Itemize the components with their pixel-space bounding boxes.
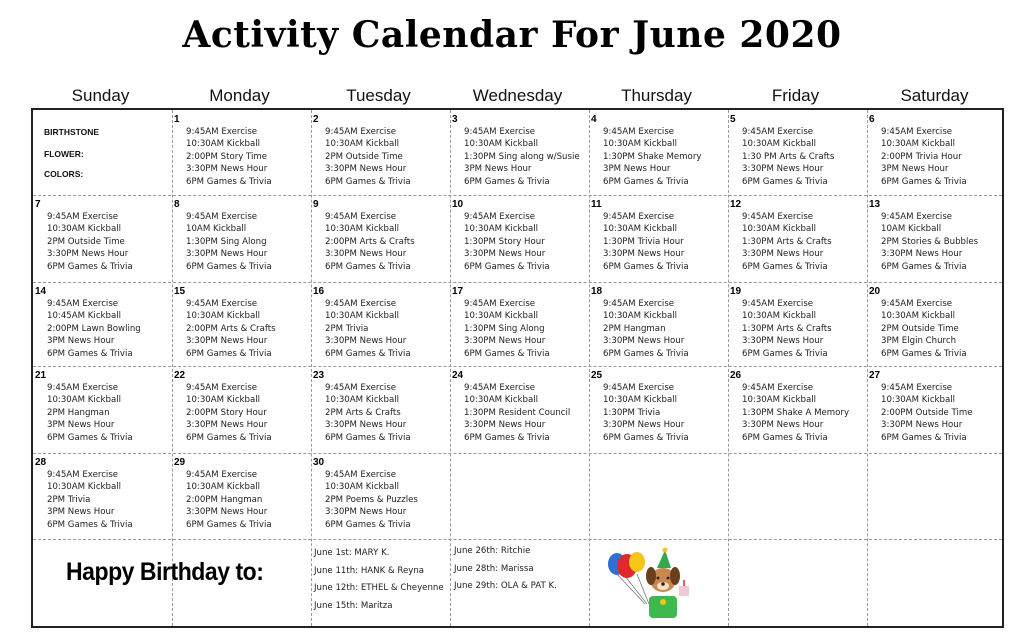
- day-cell: [450, 366, 589, 452]
- activity-item: 6PM Games & Trivia: [186, 261, 272, 272]
- activity-item: 3:30PM News Hour: [742, 336, 824, 347]
- activity-item: 6PM Games & Trivia: [325, 519, 411, 530]
- activity-list: [325, 211, 415, 273]
- activity-item: 9:45AM Exercise: [881, 212, 953, 222]
- activity-item: 3PM News Hour: [603, 164, 671, 175]
- day-number: 19: [730, 286, 742, 297]
- activity-list: [464, 382, 570, 444]
- activity-list: [325, 298, 411, 360]
- activity-item: 9:45AM Exercise: [325, 383, 397, 393]
- birthday-list-2: [454, 546, 557, 599]
- activity-item: 2PM Poems & Puzzles: [325, 494, 418, 505]
- activity-item: 2:00PM Trivia Hour: [881, 151, 962, 162]
- activity-item: 6PM Games & Trivia: [464, 176, 550, 187]
- activity-list: [742, 382, 849, 444]
- day-cell: [728, 195, 867, 281]
- activity-list: [881, 382, 973, 444]
- birthday-entry: June 29th: OLA & PAT K.: [454, 581, 557, 591]
- activity-item: 6PM Games & Trivia: [881, 261, 967, 272]
- activity-list: [742, 211, 832, 273]
- activity-list: [47, 469, 133, 531]
- birthday-list-1: [314, 548, 444, 618]
- activity-list: [881, 126, 967, 188]
- activity-item: 3PM News Hour: [47, 420, 115, 431]
- flower-label: FLOWER:: [44, 149, 84, 159]
- activity-item: 10:30AM Kickball: [742, 224, 817, 235]
- activity-list: [603, 298, 689, 360]
- activity-item: 3:30PM News Hour: [325, 420, 407, 431]
- activity-list: [464, 211, 550, 273]
- activity-item: 3:30PM News Hour: [603, 249, 685, 260]
- day-number: 26: [730, 370, 742, 381]
- activity-item: 9:45AM Exercise: [325, 212, 397, 222]
- activity-item: 2:00PM Hangman: [186, 494, 263, 505]
- day-number: 30: [313, 457, 325, 468]
- activity-item: 9:45AM Exercise: [186, 383, 258, 393]
- day-number: 12: [730, 199, 742, 210]
- day-number: 10: [452, 199, 464, 210]
- activity-item: 10:30AM Kickball: [464, 224, 539, 235]
- activity-item: 3:30PM News Hour: [325, 336, 407, 347]
- activity-list: [464, 126, 580, 188]
- activity-item: 10:30AM Kickball: [464, 139, 539, 150]
- activity-item: 9:45AM Exercise: [603, 299, 675, 309]
- activity-list: [603, 211, 689, 273]
- day-cell: [33, 195, 172, 281]
- activity-item: 3:30PM News Hour: [325, 164, 407, 175]
- activity-item: 3PM News Hour: [47, 336, 115, 347]
- row-divider: [33, 539, 1002, 540]
- activity-item: 10:30AM Kickball: [186, 311, 261, 322]
- activity-item: 6PM Games & Trivia: [47, 261, 133, 272]
- birthday-entry: June 26th: Ritchie: [454, 546, 531, 556]
- party-dog-balloons-icon: [607, 546, 703, 626]
- activity-item: 3PM News Hour: [47, 507, 115, 518]
- activity-item: 6PM Games & Trivia: [464, 261, 550, 272]
- activity-item: 3:30PM News Hour: [603, 336, 685, 347]
- activity-item: 6PM Games & Trivia: [186, 348, 272, 359]
- activity-item: 2PM Stories & Bubbles: [881, 236, 979, 247]
- activity-item: 10:30AM Kickball: [464, 311, 539, 322]
- day-cell: [589, 110, 728, 196]
- activity-item: 6PM Games & Trivia: [603, 261, 689, 272]
- activity-item: 9:45AM Exercise: [186, 127, 258, 137]
- activity-item: 9:45AM Exercise: [603, 127, 675, 137]
- activity-item: 10:30AM Kickball: [464, 395, 539, 406]
- activity-list: [47, 211, 133, 273]
- calendar-title: Activity Calendar For June 2020: [182, 14, 842, 56]
- activity-item: 10:45AM Kickball: [47, 311, 122, 322]
- activity-item: 10:30AM Kickball: [603, 224, 678, 235]
- activity-item: 1:30PM Resident Council: [464, 407, 571, 418]
- activity-item: 6PM Games & Trivia: [325, 432, 411, 443]
- colors-label: COLORS:: [44, 169, 84, 179]
- activity-item: 6PM Games & Trivia: [325, 261, 411, 272]
- day-cell: [728, 282, 867, 368]
- day-cell: [311, 195, 450, 281]
- activity-item: 6PM Games & Trivia: [325, 176, 411, 187]
- activity-item: 6PM Games & Trivia: [186, 176, 272, 187]
- activity-list: [325, 126, 411, 188]
- day-cell: [867, 366, 1006, 452]
- day-header-wednesday: Wednesday: [472, 86, 563, 105]
- happy-birthday-heading: Happy Birthday to:: [66, 558, 264, 586]
- day-number: 5: [730, 114, 736, 125]
- activity-item: 1:30PM Sing Along: [186, 236, 267, 247]
- activity-item: 6PM Games & Trivia: [464, 432, 550, 443]
- activity-item: 3:30PM News Hour: [186, 420, 268, 431]
- day-header-sunday: Sunday: [71, 86, 130, 105]
- activity-item: 3PM News Hour: [464, 164, 532, 175]
- activity-item: 3:30PM News Hour: [464, 420, 546, 431]
- activity-item: 3:30PM News Hour: [742, 420, 824, 431]
- activity-item: 9:45AM Exercise: [186, 299, 258, 309]
- activity-list: [186, 211, 272, 273]
- activity-item: 3:30PM News Hour: [186, 507, 268, 518]
- birthday-entry: June 15th: Maritza: [314, 600, 393, 611]
- activity-item: 6PM Games & Trivia: [603, 176, 689, 187]
- day-number: 21: [35, 370, 47, 381]
- activity-list: [186, 469, 272, 531]
- activity-item: 2PM Trivia: [325, 323, 369, 334]
- day-cell: [450, 195, 589, 281]
- activity-item: 6PM Games & Trivia: [742, 432, 828, 443]
- activity-item: 1:30PM Arts & Crafts: [742, 323, 832, 334]
- activity-item: 2PM Arts & Crafts: [325, 407, 401, 418]
- birthstone-label: BIRTHSTONE: [44, 127, 100, 137]
- day-cell: [311, 282, 450, 368]
- activity-list: [742, 298, 832, 360]
- day-header-thursday: Thursday: [621, 86, 692, 105]
- day-cell: [450, 110, 589, 196]
- activity-item: 3:30PM News Hour: [742, 249, 824, 260]
- activity-item: 10:30AM Kickball: [47, 482, 122, 493]
- activity-item: 9:45AM Exercise: [742, 212, 814, 222]
- activity-item: 2:00PM Story Hour: [186, 407, 267, 418]
- activity-item: 6PM Games & Trivia: [186, 519, 272, 530]
- activity-item: 9:45AM Exercise: [742, 383, 814, 393]
- day-number: 20: [869, 286, 881, 297]
- day-cell: [172, 453, 311, 539]
- activity-item: 6PM Games & Trivia: [881, 176, 967, 187]
- activity-item: 3:30PM News Hour: [325, 249, 407, 260]
- activity-item: 2:00PM Lawn Bowling: [47, 323, 141, 334]
- day-cell: [589, 195, 728, 281]
- birthday-entry: June 12th: ETHEL & Cheyenne: [314, 583, 444, 593]
- activity-item: 6PM Games & Trivia: [325, 348, 411, 359]
- activity-item: 9:45AM Exercise: [742, 127, 814, 137]
- activity-item: 2:00PM Outside Time: [881, 407, 973, 418]
- day-header-monday: Monday: [209, 86, 270, 105]
- activity-item: 1:30PM Shake A Memory: [742, 407, 850, 418]
- activity-item: 6PM Games & Trivia: [603, 348, 689, 359]
- activity-item: 9:45AM Exercise: [464, 127, 536, 137]
- activity-item: 10:30AM Kickball: [325, 482, 400, 493]
- day-cell: [867, 110, 1006, 196]
- activity-list: [47, 298, 141, 360]
- day-cell: [450, 282, 589, 368]
- activity-item: 2:00PM Arts & Crafts: [325, 236, 415, 247]
- activity-item: 1:30PM Arts & Crafts: [742, 236, 832, 247]
- birthday-entry: June 28th: Marissa: [454, 563, 534, 574]
- activity-item: 10:30AM Kickball: [742, 139, 817, 150]
- activity-item: 6PM Games & Trivia: [742, 261, 828, 272]
- activity-item: 3:30PM News Hour: [464, 249, 546, 260]
- activity-item: 9:45AM Exercise: [464, 299, 536, 309]
- day-number: 23: [313, 370, 325, 381]
- activity-item: 9:45AM Exercise: [325, 470, 397, 480]
- activity-item: 10:30AM Kickball: [325, 139, 400, 150]
- activity-item: 1:30PM Sing Along: [464, 323, 545, 334]
- day-number: 14: [35, 286, 47, 297]
- activity-item: 1:30 PM Arts & Crafts: [742, 151, 835, 162]
- activity-item: 9:45AM Exercise: [603, 383, 675, 393]
- day-cell: [33, 453, 172, 539]
- day-number: 9: [313, 199, 319, 210]
- day-cell: [311, 366, 450, 452]
- day-number: 7: [35, 199, 41, 210]
- day-number: 6: [869, 114, 875, 125]
- day-cell: [589, 366, 728, 452]
- activity-item: 3:30PM News Hour: [881, 249, 963, 260]
- day-cell: [172, 366, 311, 452]
- activity-item: 1:30PM Trivia: [603, 407, 661, 418]
- activity-item: 10:30AM Kickball: [325, 311, 400, 322]
- activity-list: [186, 126, 272, 188]
- activity-item: 3:30PM News Hour: [47, 249, 129, 260]
- activity-item: 10:30AM Kickball: [47, 395, 122, 406]
- day-header-saturday: Saturday: [900, 86, 969, 105]
- activity-item: 10:30AM Kickball: [186, 395, 261, 406]
- day-cell: [589, 282, 728, 368]
- activity-item: 2PM Outside Time: [881, 323, 959, 334]
- day-number: 27: [869, 370, 881, 381]
- day-number: 4: [591, 114, 597, 125]
- activity-item: 6PM Games & Trivia: [603, 432, 689, 443]
- activity-item: 10:30AM Kickball: [325, 395, 400, 406]
- day-number: 25: [591, 370, 603, 381]
- activity-item: 3:30PM News Hour: [325, 507, 407, 518]
- activity-item: 9:45AM Exercise: [186, 212, 258, 222]
- activity-item: 3:30PM News Hour: [603, 420, 685, 431]
- activity-item: 3:30PM News Hour: [464, 336, 546, 347]
- activity-item: 3:30PM News Hour: [186, 164, 268, 175]
- activity-item: 9:45AM Exercise: [186, 470, 258, 480]
- birthday-entry: June 11th: HANK & Reyna: [314, 565, 425, 576]
- activity-item: 10AM Kickball: [186, 224, 247, 235]
- day-number: 13: [869, 199, 881, 210]
- activity-item: 10:30AM Kickball: [325, 224, 400, 235]
- activity-item: 10AM Kickball: [881, 224, 942, 235]
- day-cell: [728, 366, 867, 452]
- activity-item: 10:30AM Kickball: [742, 395, 817, 406]
- day-number: 16: [313, 286, 325, 297]
- activity-item: 9:45AM Exercise: [881, 383, 953, 393]
- activity-item: 3:30PM News Hour: [881, 420, 963, 431]
- activity-item: 10:30AM Kickball: [603, 395, 678, 406]
- activity-list: [186, 298, 276, 360]
- activity-item: 2:00PM Story Time: [186, 151, 268, 162]
- activity-item: 9:45AM Exercise: [464, 383, 536, 393]
- day-cell: [867, 195, 1006, 281]
- day-number: 22: [174, 370, 186, 381]
- day-number: 2: [313, 114, 319, 125]
- activity-list: [603, 126, 701, 188]
- activity-item: 9:45AM Exercise: [325, 299, 397, 309]
- activity-item: 9:45AM Exercise: [47, 383, 119, 393]
- activity-item: 2PM Outside Time: [47, 236, 125, 247]
- activity-list: [325, 469, 418, 531]
- activity-item: 10:30AM Kickball: [881, 139, 956, 150]
- day-number: 28: [35, 457, 47, 468]
- activity-item: 3:30PM News Hour: [186, 249, 268, 260]
- activity-item: 6PM Games & Trivia: [464, 348, 550, 359]
- day-header-tuesday: Tuesday: [346, 86, 411, 105]
- activity-item: 6PM Games & Trivia: [47, 519, 133, 530]
- activity-item: 1:30PM Sing along w/Susie: [464, 151, 580, 162]
- calendar-grid: [31, 108, 1004, 628]
- day-cell: [172, 195, 311, 281]
- day-number: 11: [591, 199, 602, 210]
- day-number: 1: [174, 114, 180, 125]
- activity-item: 10:30AM Kickball: [603, 139, 678, 150]
- day-cell: [311, 453, 450, 539]
- activity-item: 2PM Outside Time: [325, 151, 403, 162]
- activity-item: 10:30AM Kickball: [47, 224, 122, 235]
- day-header-friday: Friday: [771, 86, 820, 105]
- activity-item: 6PM Games & Trivia: [881, 348, 967, 359]
- activity-item: 10:30AM Kickball: [881, 311, 956, 322]
- activity-item: 6PM Games & Trivia: [742, 176, 828, 187]
- activity-item: 9:45AM Exercise: [881, 127, 953, 137]
- day-cell: [33, 282, 172, 368]
- activity-list: [881, 298, 967, 360]
- activity-item: 2PM Trivia: [47, 494, 91, 505]
- activity-item: 6PM Games & Trivia: [47, 432, 133, 443]
- activity-item: 6PM Games & Trivia: [881, 432, 967, 443]
- activity-item: 9:45AM Exercise: [881, 299, 953, 309]
- activity-item: 9:45AM Exercise: [464, 212, 536, 222]
- activity-item: 10:30AM Kickball: [603, 311, 678, 322]
- day-cell: [172, 110, 311, 196]
- activity-item: 3PM Elgin Church: [881, 336, 957, 347]
- day-cell: [172, 282, 311, 368]
- day-number: 8: [174, 199, 180, 210]
- activity-list: [742, 126, 834, 188]
- day-cell: [311, 110, 450, 196]
- activity-item: 3:30PM News Hour: [742, 164, 824, 175]
- activity-list: [186, 382, 272, 444]
- activity-item: 10:30AM Kickball: [742, 311, 817, 322]
- activity-item: 9:45AM Exercise: [47, 212, 119, 222]
- day-cell: [33, 366, 172, 452]
- activity-item: 1:30PM Story Hour: [464, 236, 545, 247]
- day-number: 18: [591, 286, 603, 297]
- activity-item: 10:30AM Kickball: [881, 395, 956, 406]
- birthday-entry: June 1st: MARY K.: [314, 548, 390, 558]
- activity-list: [603, 382, 689, 444]
- activity-item: 2PM Hangman: [47, 407, 110, 418]
- activity-list: [881, 211, 978, 273]
- activity-list: [325, 382, 411, 444]
- activity-list: [464, 298, 550, 360]
- activity-item: 3:30PM News Hour: [186, 336, 268, 347]
- activity-item: 9:45AM Exercise: [47, 470, 119, 480]
- activity-item: 10:30AM Kickball: [186, 482, 261, 493]
- activity-item: 6PM Games & Trivia: [47, 348, 133, 359]
- day-number: 24: [452, 370, 464, 381]
- activity-item: 9:45AM Exercise: [742, 299, 814, 309]
- activity-item: 2:00PM Arts & Crafts: [186, 323, 276, 334]
- day-number: 3: [452, 114, 458, 125]
- activity-item: 6PM Games & Trivia: [186, 432, 272, 443]
- activity-item: 10:30AM Kickball: [186, 139, 261, 150]
- activity-item: 1:30PM Trivia Hour: [603, 236, 684, 247]
- activity-item: 6PM Games & Trivia: [742, 348, 828, 359]
- activity-item: 2PM Hangman: [603, 323, 666, 334]
- day-number: 29: [174, 457, 186, 468]
- activity-item: 3PM News Hour: [881, 164, 949, 175]
- day-number: 15: [174, 286, 186, 297]
- activity-item: 9:45AM Exercise: [325, 127, 397, 137]
- activity-item: 9:45AM Exercise: [603, 212, 675, 222]
- activity-item: 1:30PM Shake Memory: [603, 151, 702, 162]
- day-cell: [728, 110, 867, 196]
- activity-item: 9:45AM Exercise: [47, 299, 119, 309]
- day-cell: [867, 282, 1006, 368]
- day-number: 17: [452, 286, 464, 297]
- activity-list: [47, 382, 133, 444]
